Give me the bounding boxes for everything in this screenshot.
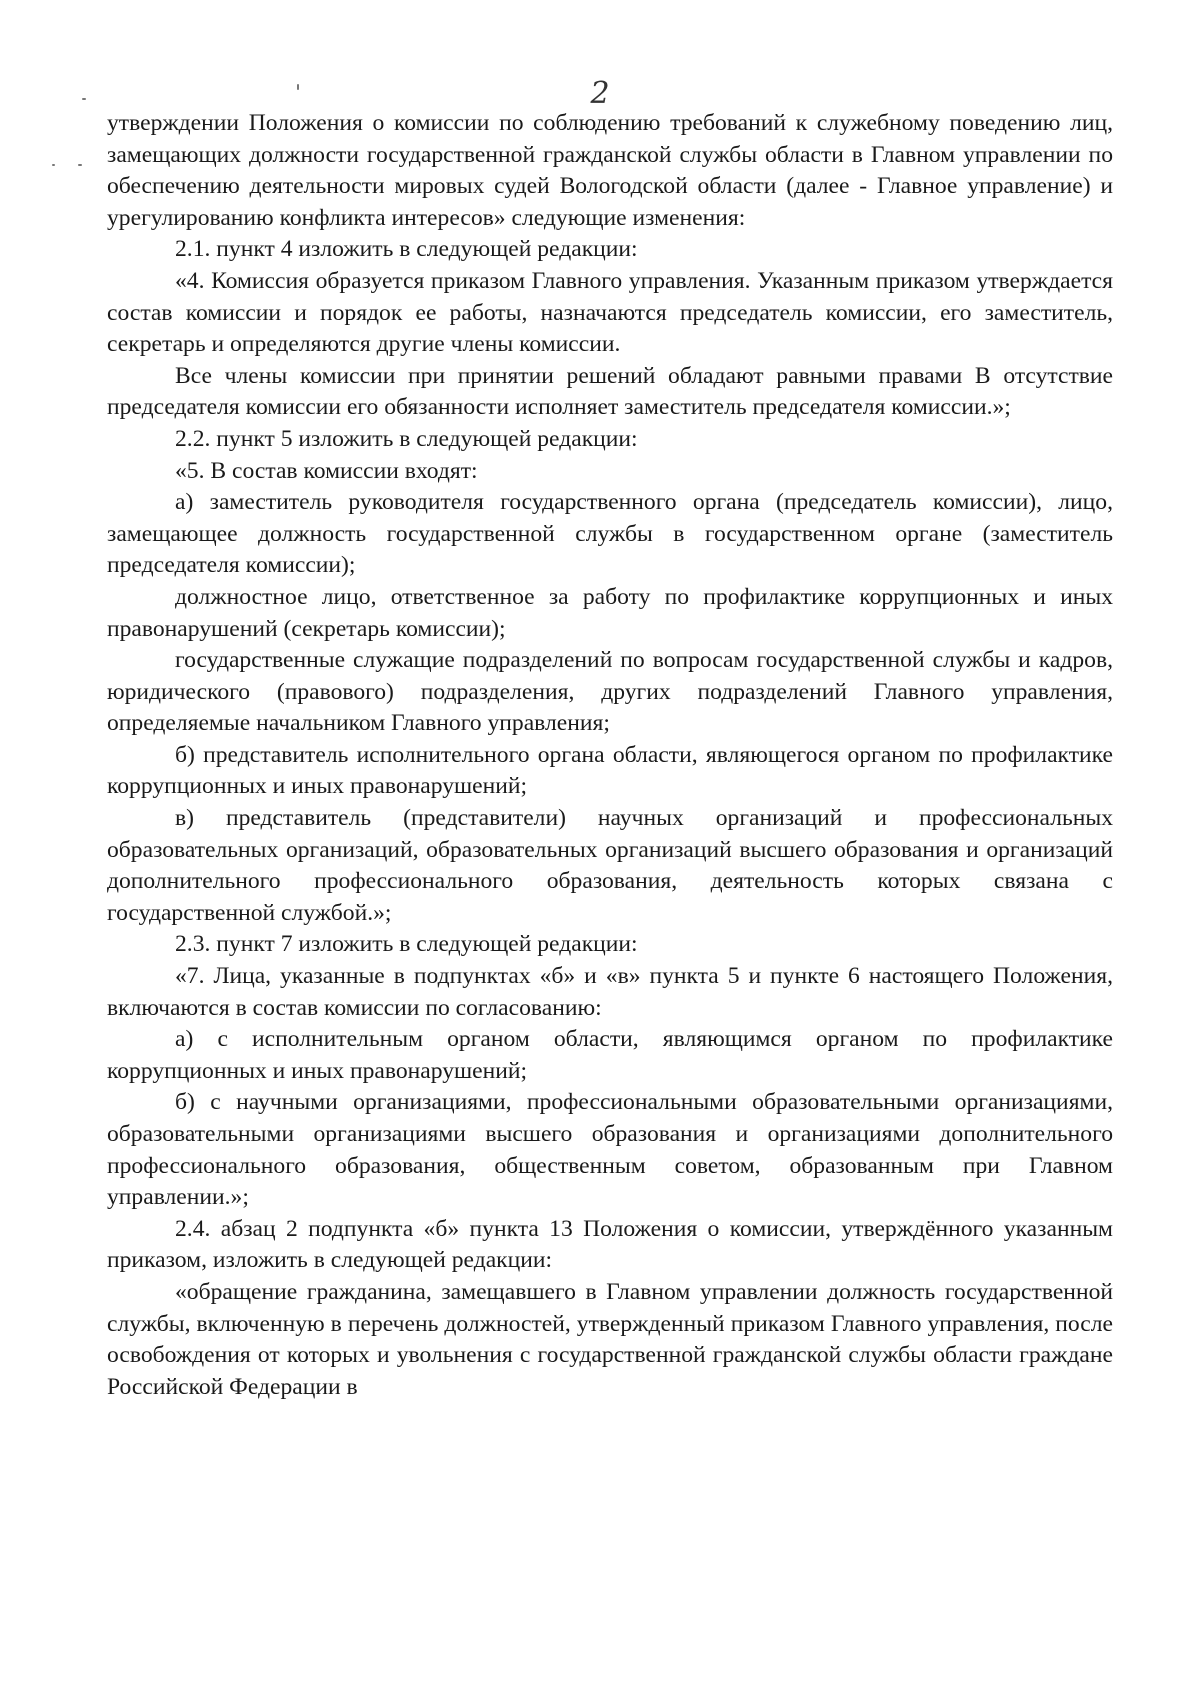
paragraph-subitem-a: а) заместитель руководителя государственного органа (председатель комиссии), лицо, замещающее должность государственной службы в государственном органе (заместитель председателя комиссии); bbox=[107, 489, 1113, 579]
paragraph-equal-rights: Все члены комиссии при принятии решений обладают равными правами В отсутствие председателя комиссии его обязанности исполняет заместитель председателя комиссии.»; bbox=[107, 362, 1113, 421]
paragraph-citizen-appeal: «обращение гражданина, замещавшего в Главном управлении должность государственной службы, включенную в перечень должностей, утвержденный приказом Главного управления, после освобождения от которых и увольнения с государственной гражданской службы области граждане Российской Федерации в bbox=[107, 1278, 1113, 1400]
scan-artifact-dot bbox=[82, 98, 86, 100]
paragraph-item-2-1: 2.1. пункт 4 изложить в следующей редакции: bbox=[175, 236, 638, 263]
document-body bbox=[107, 108, 1113, 1403]
paragraph-agreement-a: а) с исполнительным органом области, являющимся органом по профилактике коррупционных и иных правонарушений; bbox=[107, 1026, 1113, 1084]
paragraph-item-2-4: 2.4. абзац 2 подпункта «б» пункта 13 Положения о комиссии, утверждённого указанным приказом, изложить в следующей редакции: bbox=[107, 1215, 1113, 1274]
paragraph-civil-servants: государственные служащие подразделений по вопросам государственной службы и кадров, юридического (правового) подразделения, других подразделений Главного управления, определяемые начальником Главного управления; bbox=[107, 647, 1113, 737]
paragraph-point-7: «7. Лица, указанные в подпунктах «б» и «в» пункта 5 и пункте 6 настоящего Положения, включаются в состав комиссии по согласованию: bbox=[107, 963, 1113, 1021]
paragraph-subitem-v: в) представитель (представители) научных организаций и профессиональных образовательных организаций, образовательных организаций высшего образования и организаций дополнительного профессионального образования, деятельность которых связана с государственной службой.»; bbox=[107, 805, 1113, 926]
paragraph-agreement-b: б) с научными организациями, профессиональными образовательными организациями, образовательными организациями высшего образования и организациями дополнительного профессионального образования, общественным советом, образованным при Главном управлении.»; bbox=[107, 1089, 1113, 1211]
scan-artifact-dot bbox=[297, 84, 299, 90]
paragraph-official: должностное лицо, ответственное за работу по профилактике коррупционных и иных правонарушений (секретарь комиссии); bbox=[107, 583, 1113, 642]
paragraph-item-2-3: 2.3. пункт 7 изложить в следующей редакции: bbox=[175, 931, 638, 958]
paragraph-point-4: «4. Комиссия образуется приказом Главного управления. Указанным приказом утверждается состав комиссии и порядок ее работы, назначаются председатель комиссии, его заместитель, секретарь и определяются другие члены комиссии. bbox=[107, 267, 1113, 358]
paragraph-continuation: утверждении Положения о комиссии по соблюдению требований к служебному поведению лиц, замещающих должности государственной гражданской службы области в Главном управлении по обеспечению деятельности мировых судей Вологодской области (далее - Главное управление) и урегулированию конфликта интересов» следующие изменения: bbox=[107, 110, 1113, 231]
page-number: 2 bbox=[590, 76, 610, 111]
scan-artifact-dot bbox=[78, 164, 82, 166]
paragraph-subitem-b: б) представитель исполнительного органа области, являющегося органом по профилактике коррупционных и иных правонарушений; bbox=[107, 741, 1113, 800]
paragraph-point-5: «5. В состав комиссии входят: bbox=[175, 457, 478, 484]
paragraph-item-2-2: 2.2. пункт 5 изложить в следующей редакции: bbox=[175, 425, 638, 452]
scan-artifact-dot bbox=[52, 164, 55, 166]
